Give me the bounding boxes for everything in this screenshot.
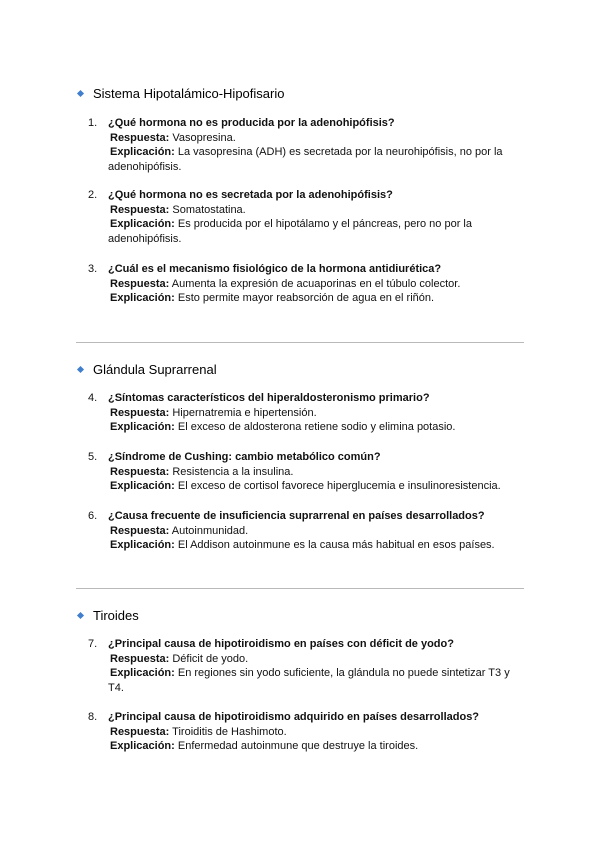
question-text: ¿Principal causa de hipotiroidismo en países con déficit de yodo?	[108, 638, 454, 650]
question-number: 7.	[88, 638, 98, 650]
section-title-hipotalamico	[76, 86, 284, 101]
explanation-line	[110, 217, 522, 232]
question-text: ¿Principal causa de hipotiroidismo adquirido en países desarrollados?	[108, 711, 480, 723]
section-divider	[76, 588, 524, 589]
question-number: 2.	[88, 189, 98, 201]
answer-text: Hipernatremia e hipertensión.	[172, 406, 317, 419]
answer-label: Respuesta:	[110, 652, 170, 665]
explanation-continuation: adenohipófisis.	[108, 160, 182, 173]
explanation-text: Esto permite mayor reabsorción de agua en el riñón.	[177, 292, 435, 304]
explanation-text: Es producida por el hipotálamo y el páncreas, pero no por la	[177, 218, 472, 230]
explanation-line	[110, 666, 522, 681]
explanation-label: Explicación:	[110, 539, 175, 551]
explanation-label: Explicación:	[110, 292, 175, 304]
explanation-label: Explicación:	[110, 480, 175, 492]
section-title-text: Sistema Hipotalámico-Hipofisario	[93, 86, 285, 101]
explanation-text: La vasopresina (ADH) es secretada por la neurohipófisis, no por la	[177, 146, 503, 158]
answer-line	[110, 465, 522, 480]
answer-label: Respuesta:	[110, 131, 170, 144]
diamond-bullet-icon	[77, 366, 84, 373]
section-title-suprarrenal	[76, 362, 217, 377]
question-number: 1.	[88, 117, 98, 129]
answer-text: Resistencia a la insulina.	[172, 465, 294, 478]
explanation-label: Explicación:	[110, 740, 175, 752]
answer-label: Respuesta:	[110, 203, 170, 216]
explanation-label: Explicación:	[110, 421, 175, 433]
answer-line	[110, 131, 522, 146]
question-text: ¿Qué hormona no es producida por la adenohipófisis?	[108, 117, 395, 129]
answer-line	[110, 277, 522, 292]
question-number: 6.	[88, 510, 98, 522]
question-number: 8.	[88, 711, 98, 723]
answer-label: Respuesta:	[110, 725, 170, 738]
answer-line	[110, 652, 522, 667]
answer-line	[110, 725, 522, 740]
question-text: ¿Síntomas característicos del hiperaldosteronismo primario?	[108, 392, 430, 404]
question-text: ¿Qué hormona no es secretada por la adenohipófisis?	[108, 189, 393, 201]
explanation-text: El exceso de cortisol favorece hiperglucemia e insulinoresistencia.	[177, 480, 501, 492]
explanation-label: Explicación:	[110, 146, 175, 158]
answer-label: Respuesta:	[110, 277, 170, 290]
question-text: ¿Cuál es el mecanismo fisiológico de la hormona antidiurética?	[108, 263, 442, 275]
question-text: ¿Causa frecuente de insuficiencia suprarrenal en países desarrollados?	[108, 510, 485, 522]
question-number: 3.	[88, 263, 98, 275]
answer-label: Respuesta:	[110, 406, 170, 419]
answer-text: Vasopresina.	[172, 131, 236, 144]
section-title-tiroides	[76, 608, 139, 623]
question-number: 5.	[88, 451, 98, 463]
explanation-text: El Addison autoinmune es la causa más habitual en esos países.	[177, 539, 495, 551]
explanation-line	[110, 420, 522, 435]
diamond-bullet-icon	[77, 612, 84, 619]
answer-line	[110, 203, 522, 218]
answer-text: Aumenta la expresión de acuaporinas en el túbulo colector.	[171, 277, 461, 290]
answer-text: Autoinmunidad.	[171, 524, 249, 537]
explanation-line	[110, 291, 522, 306]
answer-label: Respuesta:	[110, 465, 170, 478]
explanation-continuation: T4.	[108, 681, 124, 694]
explanation-label: Explicación:	[110, 218, 175, 230]
explanation-continuation: adenohipófisis.	[108, 232, 182, 245]
explanation-label: Explicación:	[110, 667, 175, 679]
answer-label: Respuesta:	[110, 524, 170, 537]
answer-text: Somatostatina.	[172, 203, 246, 216]
answer-text: Tiroiditis de Hashimoto.	[172, 725, 287, 738]
explanation-text: El exceso de aldosterona retiene sodio y elimina potasio.	[177, 421, 456, 433]
section-divider	[76, 342, 524, 343]
explanation-text: En regiones sin yodo suficiente, la glándula no puede sintetizar T3 y	[177, 667, 510, 679]
answer-line	[110, 524, 522, 539]
explanation-line	[110, 479, 522, 494]
answer-line	[110, 406, 522, 421]
explanation-line	[110, 739, 522, 754]
section-title-text: Glándula Suprarrenal	[93, 362, 217, 377]
section-title-text: Tiroides	[93, 608, 139, 623]
diamond-bullet-icon	[77, 90, 84, 97]
explanation-line	[110, 538, 522, 553]
question-number: 4.	[88, 392, 98, 404]
explanation-line	[110, 145, 522, 160]
answer-text: Déficit de yodo.	[172, 652, 249, 665]
question-text: ¿Síndrome de Cushing: cambio metabólico común?	[108, 451, 381, 463]
explanation-text: Enfermedad autoinmune que destruye la tiroides.	[177, 740, 419, 752]
